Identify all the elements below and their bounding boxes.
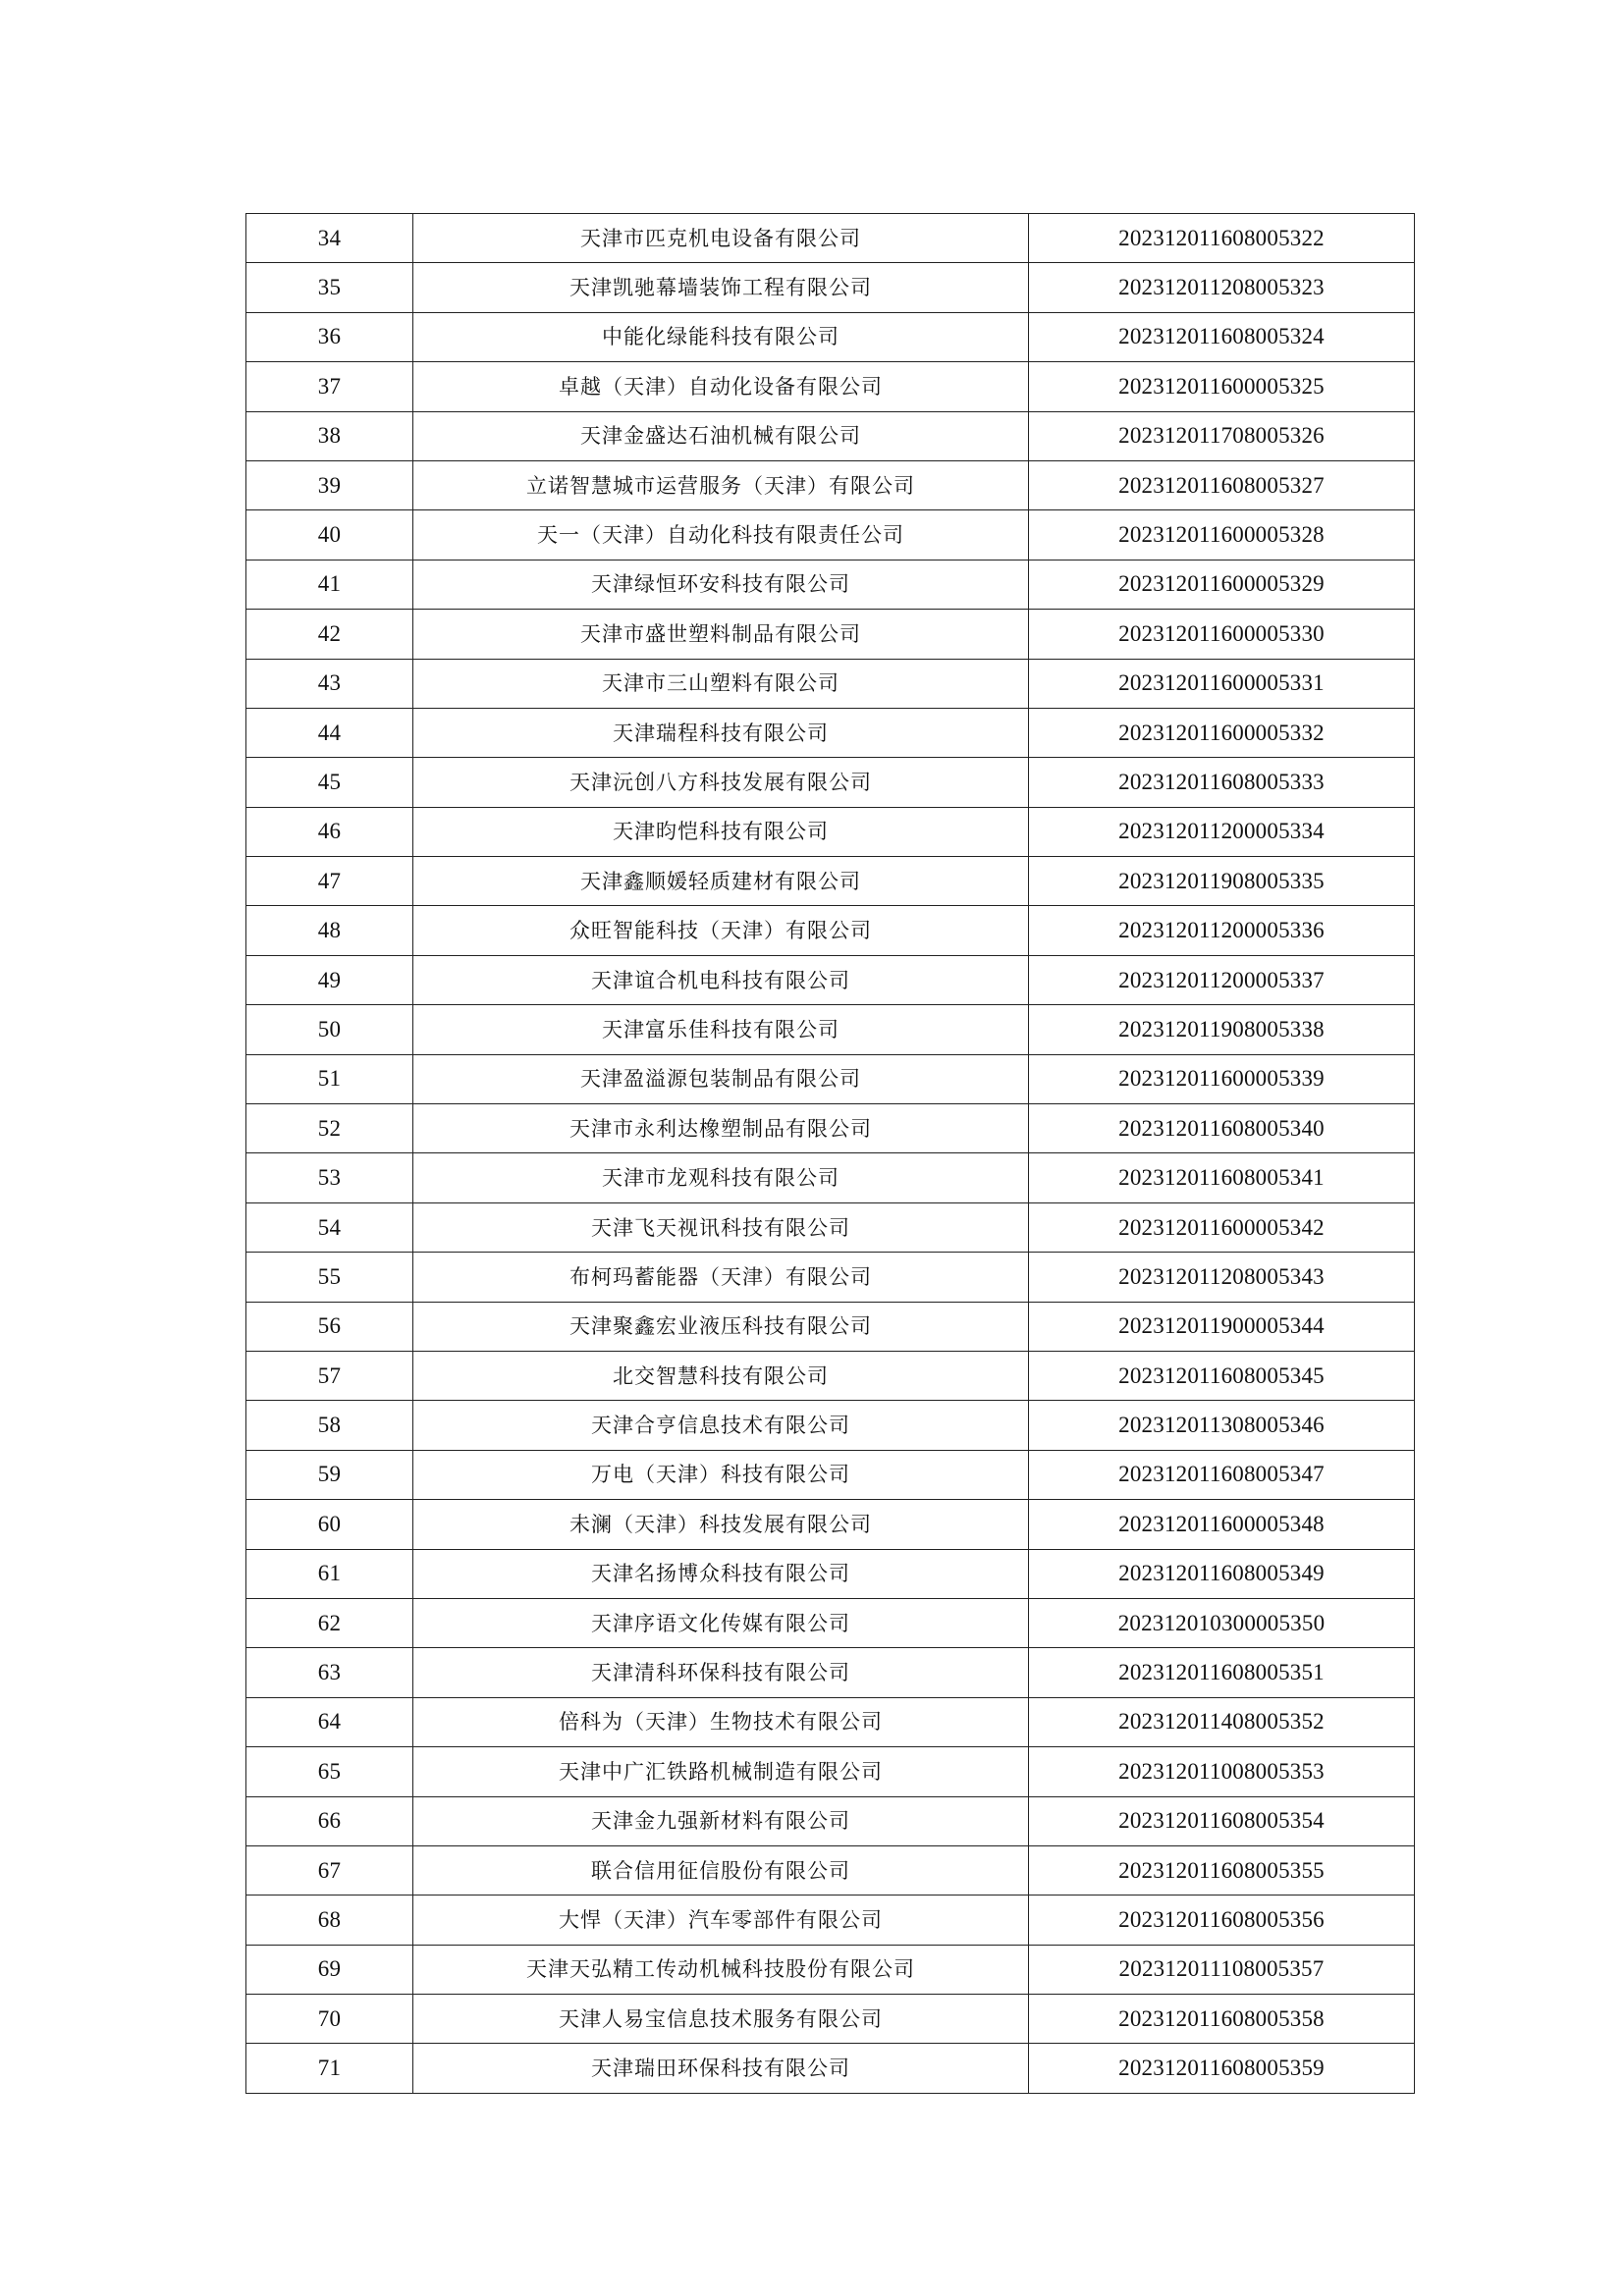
table-row [246, 1500, 1415, 1549]
company-name-cell: 天津飞天视讯科技有限公司 [413, 1202, 1029, 1252]
company-name-cell: 天津瑞田环保科技有限公司 [413, 2044, 1029, 2093]
table-row [246, 1104, 1415, 1153]
registration-code-cell: 202312011608005333 [1029, 758, 1415, 807]
row-number-cell: 65 [246, 1747, 413, 1796]
company-name-cell: 倍科为（天津）生物技术有限公司 [413, 1697, 1029, 1746]
registration-code-cell: 202312011708005326 [1029, 411, 1415, 460]
registration-code-cell: 202312011900005344 [1029, 1302, 1415, 1351]
table-row [246, 1054, 1415, 1103]
row-number-cell: 62 [246, 1598, 413, 1647]
company-name-cell: 天津谊合机电科技有限公司 [413, 955, 1029, 1004]
company-name-cell: 天津清科环保科技有限公司 [413, 1648, 1029, 1697]
table-row [246, 1995, 1415, 2044]
table-row [246, 610, 1415, 659]
registration-code-cell: 202312011608005324 [1029, 312, 1415, 361]
company-name-cell: 卓越（天津）自动化设备有限公司 [413, 362, 1029, 411]
registration-code-cell: 202312011608005354 [1029, 1796, 1415, 1845]
company-name-cell: 天津中广汇铁路机械制造有限公司 [413, 1747, 1029, 1796]
company-name-cell: 天津沅创八方科技发展有限公司 [413, 758, 1029, 807]
row-number-cell: 57 [246, 1351, 413, 1400]
row-number-cell: 59 [246, 1450, 413, 1499]
row-number-cell: 49 [246, 955, 413, 1004]
table-row [246, 560, 1415, 609]
table-row [246, 1747, 1415, 1796]
row-number-cell: 42 [246, 610, 413, 659]
table-row [246, 1202, 1415, 1252]
registration-code-cell: 202312011208005323 [1029, 263, 1415, 312]
company-name-cell: 天津鑫顺媛轻质建材有限公司 [413, 857, 1029, 906]
company-name-cell: 天津人易宝信息技术服务有限公司 [413, 1995, 1029, 2044]
table-row [246, 659, 1415, 708]
registration-code-cell: 202312011600005332 [1029, 708, 1415, 757]
row-number-cell: 51 [246, 1054, 413, 1103]
registration-code-cell: 202312011200005334 [1029, 807, 1415, 856]
registration-code-cell: 202312011308005346 [1029, 1401, 1415, 1450]
table-row [246, 460, 1415, 509]
registration-code-cell: 202312011200005337 [1029, 955, 1415, 1004]
registration-code-cell: 202312011608005349 [1029, 1549, 1415, 1598]
company-name-cell: 天津瑞程科技有限公司 [413, 708, 1029, 757]
registration-code-cell: 202312011608005347 [1029, 1450, 1415, 1499]
company-name-cell: 天津盈溢源包装制品有限公司 [413, 1054, 1029, 1103]
table-row [246, 708, 1415, 757]
company-name-cell: 天津绿恒环安科技有限公司 [413, 560, 1029, 609]
table-row [246, 1450, 1415, 1499]
row-number-cell: 45 [246, 758, 413, 807]
registration-code-cell: 202312011908005335 [1029, 857, 1415, 906]
table-row [246, 857, 1415, 906]
table-row [246, 1896, 1415, 1945]
company-name-cell: 天津金九强新材料有限公司 [413, 1796, 1029, 1845]
company-name-cell: 天津凯驰幕墙装饰工程有限公司 [413, 263, 1029, 312]
registration-code-cell: 202312011608005358 [1029, 1995, 1415, 2044]
registration-code-cell: 202312011208005343 [1029, 1253, 1415, 1302]
company-name-cell: 北交智慧科技有限公司 [413, 1351, 1029, 1400]
registration-code-cell: 202312011600005348 [1029, 1500, 1415, 1549]
row-number-cell: 64 [246, 1697, 413, 1746]
company-name-cell: 未澜（天津）科技发展有限公司 [413, 1500, 1029, 1549]
company-name-cell: 中能化绿能科技有限公司 [413, 312, 1029, 361]
company-name-cell: 联合信用征信股份有限公司 [413, 1845, 1029, 1895]
company-name-cell: 天津金盛达石油机械有限公司 [413, 411, 1029, 460]
table-row [246, 1153, 1415, 1202]
row-number-cell: 54 [246, 1202, 413, 1252]
row-number-cell: 36 [246, 312, 413, 361]
row-number-cell: 52 [246, 1104, 413, 1153]
registration-code-cell: 202312011600005331 [1029, 659, 1415, 708]
table-row [246, 955, 1415, 1004]
company-name-cell: 天津天弘精工传动机械科技股份有限公司 [413, 1945, 1029, 1994]
table-row [246, 1796, 1415, 1845]
registration-code-cell: 202312011608005322 [1029, 214, 1415, 263]
table-row [246, 1351, 1415, 1400]
company-name-cell: 天津名扬博众科技有限公司 [413, 1549, 1029, 1598]
table-row [246, 1302, 1415, 1351]
row-number-cell: 48 [246, 906, 413, 955]
row-number-cell: 71 [246, 2044, 413, 2093]
registration-code-cell: 202312011908005338 [1029, 1005, 1415, 1054]
row-number-cell: 67 [246, 1845, 413, 1895]
registration-code-cell: 202312011608005359 [1029, 2044, 1415, 2093]
company-name-cell: 万电（天津）科技有限公司 [413, 1450, 1029, 1499]
row-number-cell: 46 [246, 807, 413, 856]
row-number-cell: 35 [246, 263, 413, 312]
company-name-cell: 天津市三山塑料有限公司 [413, 659, 1029, 708]
row-number-cell: 41 [246, 560, 413, 609]
row-number-cell: 69 [246, 1945, 413, 1994]
table-row [246, 362, 1415, 411]
company-name-cell: 天津聚鑫宏业液压科技有限公司 [413, 1302, 1029, 1351]
row-number-cell: 47 [246, 857, 413, 906]
registration-code-cell: 202312011600005329 [1029, 560, 1415, 609]
table-row [246, 263, 1415, 312]
row-number-cell: 55 [246, 1253, 413, 1302]
table-row [246, 1005, 1415, 1054]
row-number-cell: 58 [246, 1401, 413, 1450]
table-row [246, 1945, 1415, 1994]
table-row [246, 807, 1415, 856]
registration-code-cell: 202312011600005328 [1029, 510, 1415, 560]
registration-code-cell: 202312011608005355 [1029, 1845, 1415, 1895]
row-number-cell: 53 [246, 1153, 413, 1202]
row-number-cell: 40 [246, 510, 413, 560]
table-row [246, 906, 1415, 955]
company-name-cell: 布柯玛蓄能器（天津）有限公司 [413, 1253, 1029, 1302]
row-number-cell: 39 [246, 460, 413, 509]
row-number-cell: 61 [246, 1549, 413, 1598]
registration-code-cell: 202312011408005352 [1029, 1697, 1415, 1746]
registration-code-cell: 202312011608005345 [1029, 1351, 1415, 1400]
table-row [246, 2044, 1415, 2093]
company-name-cell: 天津市匹克机电设备有限公司 [413, 214, 1029, 263]
registration-code-cell: 202312011608005340 [1029, 1104, 1415, 1153]
company-name-cell: 天一（天津）自动化科技有限责任公司 [413, 510, 1029, 560]
company-name-cell: 众旺智能科技（天津）有限公司 [413, 906, 1029, 955]
row-number-cell: 68 [246, 1896, 413, 1945]
row-number-cell: 63 [246, 1648, 413, 1697]
company-name-cell: 立诺智慧城市运营服务（天津）有限公司 [413, 460, 1029, 509]
row-number-cell: 50 [246, 1005, 413, 1054]
company-name-cell: 天津序语文化传媒有限公司 [413, 1598, 1029, 1647]
registration-code-cell: 202312010300005350 [1029, 1598, 1415, 1647]
row-number-cell: 70 [246, 1995, 413, 2044]
table-row [246, 1253, 1415, 1302]
row-number-cell: 34 [246, 214, 413, 263]
table-row [246, 1401, 1415, 1450]
registration-code-cell: 202312011608005351 [1029, 1648, 1415, 1697]
company-registry-table [245, 213, 1415, 2094]
company-name-cell: 天津市盛世塑料制品有限公司 [413, 610, 1029, 659]
registration-code-cell: 202312011200005336 [1029, 906, 1415, 955]
registration-code-cell: 202312011600005330 [1029, 610, 1415, 659]
company-name-cell: 天津市永利达橡塑制品有限公司 [413, 1104, 1029, 1153]
table-row [246, 312, 1415, 361]
row-number-cell: 60 [246, 1500, 413, 1549]
company-name-cell: 天津昀恺科技有限公司 [413, 807, 1029, 856]
table-row [246, 510, 1415, 560]
row-number-cell: 56 [246, 1302, 413, 1351]
table-row [246, 1697, 1415, 1746]
row-number-cell: 37 [246, 362, 413, 411]
registration-code-cell: 202312011600005339 [1029, 1054, 1415, 1103]
table-row [246, 214, 1415, 263]
table-row [246, 758, 1415, 807]
table-row [246, 1648, 1415, 1697]
table-row [246, 411, 1415, 460]
row-number-cell: 66 [246, 1796, 413, 1845]
company-name-cell: 天津合亨信息技术有限公司 [413, 1401, 1029, 1450]
table-row [246, 1549, 1415, 1598]
registration-code-cell: 202312011600005325 [1029, 362, 1415, 411]
row-number-cell: 44 [246, 708, 413, 757]
table-row [246, 1598, 1415, 1647]
registration-code-cell: 202312011608005327 [1029, 460, 1415, 509]
table-body [246, 214, 1415, 2094]
registration-code-cell: 202312011600005342 [1029, 1202, 1415, 1252]
row-number-cell: 38 [246, 411, 413, 460]
registration-code-cell: 202312011608005341 [1029, 1153, 1415, 1202]
company-name-cell: 天津市龙观科技有限公司 [413, 1153, 1029, 1202]
registration-code-cell: 202312011008005353 [1029, 1747, 1415, 1796]
registration-code-cell: 202312011108005357 [1029, 1945, 1415, 1994]
row-number-cell: 43 [246, 659, 413, 708]
table-row [246, 1845, 1415, 1895]
company-name-cell: 天津富乐佳科技有限公司 [413, 1005, 1029, 1054]
company-name-cell: 大悍（天津）汽车零部件有限公司 [413, 1896, 1029, 1945]
registration-code-cell: 202312011608005356 [1029, 1896, 1415, 1945]
